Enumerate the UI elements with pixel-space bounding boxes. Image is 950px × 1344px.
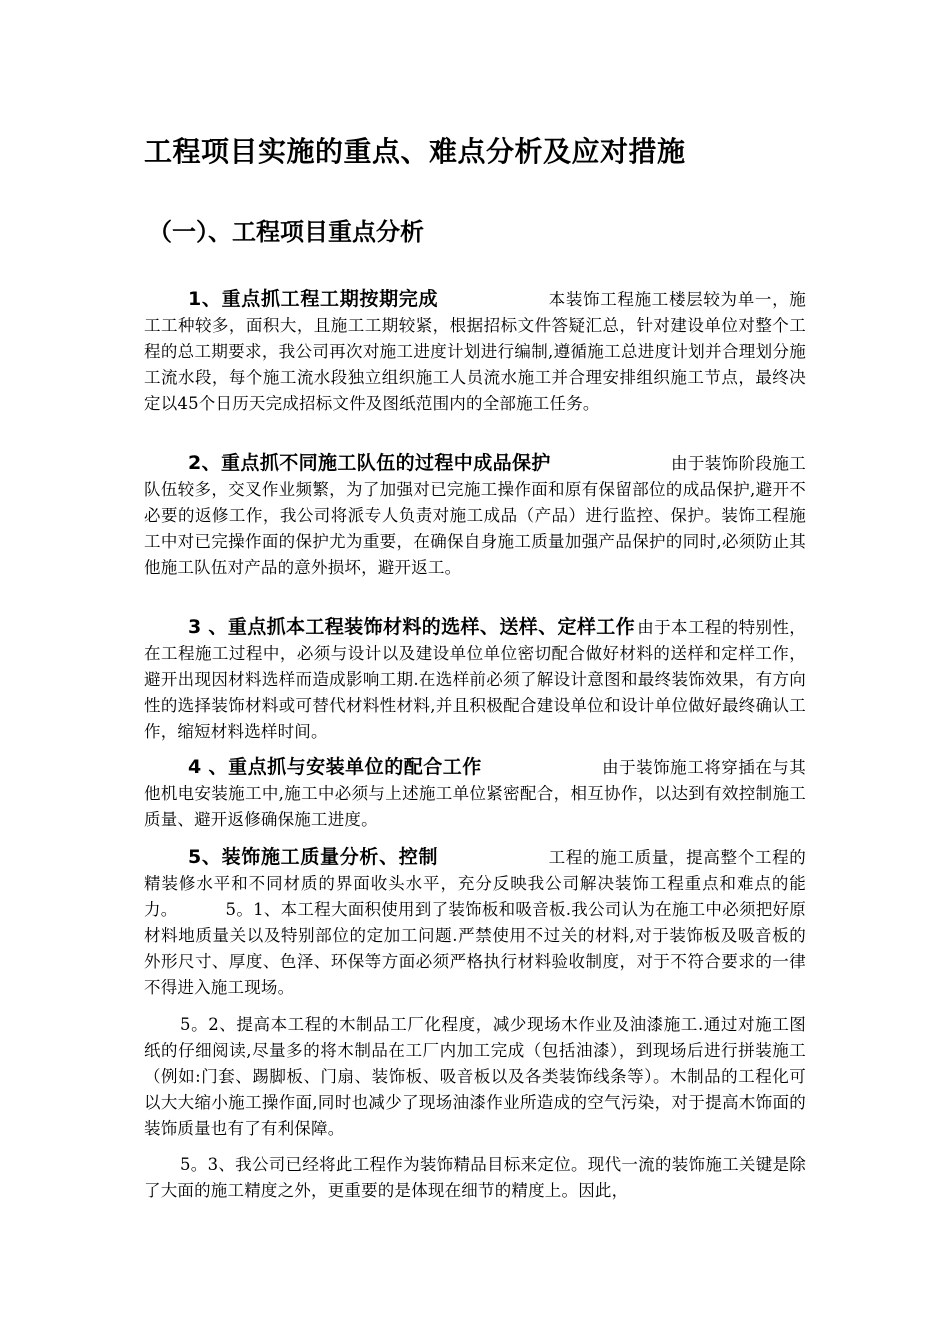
paragraph-5-2-body: 5。2、提高本工程的木制品工厂化程度，减少现场木作业及油漆施工.通过对施工图纸的仔细阅读,尽量多的将木制品在工厂内加工完成（包括油漆），到现场后进行拼装施工（例如:门套、踢脚板、门扇、装饰板、吸音板以及各类装饰线条等）。木制品的工程化可以大大缩小施工操作面,同时也减少了现场油漆作业所造成的空气污染，对于提高木饰面的装饰质量也有了有利保障。	[144, 1015, 806, 1138]
paragraph-5-3-body: 5。3、我公司已经将此工程作为装饰精品目标来定位。现代一流的装饰施工关键是除了大面的施工精度之外，更重要的是体现在细节的精度上。因此，	[144, 1155, 806, 1200]
paragraph-1-heading: 1、重点抓工程工期按期完成	[188, 288, 439, 310]
paragraph-2	[144, 450, 806, 581]
paragraph-5-body: 工程的施工质量，提高整个工程的精装修水平和不同材质的界面收头水平，充分反映我公司解决装饰工程重点和难点的能力。	[144, 848, 806, 919]
paragraph-1-body: 本装饰工程施工楼层较为单一，施工工种较多，面积大，且施工工期较紧，根据招标文件答疑汇总，针对建设单位对整个工程的总工期要求，我公司再次对施工进度计划进行编制,遵循施工总进度计划并合理划分施工流水段，每个施工流水段独立组织施工人员流水施工并合理安排组织施工节点，最终决定以45个日历天完成招标文件及图纸范围内的全部施工任务。	[144, 290, 806, 413]
paragraph-5-2	[144, 1012, 806, 1142]
paragraph-5	[144, 844, 806, 1001]
paragraph-4-body: 由于装饰施工将穿插在与其他机电安装施工中,施工中必须与上述施工单位紧密配合，相互协作，以达到有效控制施工质量、避开返修确保施工进度。	[144, 758, 806, 829]
section-heading: （一）、工程项目重点分析	[148, 218, 424, 246]
paragraph-5-3	[144, 1152, 806, 1204]
paragraph-3-body: 由于本工程的特别性，在工程施工过程中，必须与设计以及建设单位单位密切配合做好材料的送样和定样工作，避开出现因材料选样而造成影响工期.在选样前必须了解设计意图和最终装饰效果，有方向性的选择装饰材料或可替代材料性材料,并且积极配合建设单位和设计单位做好最终确认工作，缩短材料选样时间。	[144, 618, 807, 741]
paragraph-1	[144, 286, 806, 417]
paragraph-3-heading: 3 、重点抓本工程装饰材料的选样、送样、定样工作	[188, 616, 636, 638]
paragraph-2-body: 由于装饰阶段施工队伍较多，交叉作业频繁，为了加强对已完施工操作面和原有保留部位的成品保护,避开不必要的返修工作，我公司将派专人负责对施工成品（产品）进行监控、保护。装饰工程施工中对已完操作面的保护尤为重要，在确保自身施工质量加强产品保护的同时,必须防止其他施工队伍对产品的意外损坏，避开返工。	[144, 454, 806, 577]
paragraph-3	[144, 614, 806, 745]
paragraph-4-heading: 4 、重点抓与安装单位的配合工作	[188, 756, 482, 778]
document-title: 工程项目实施的重点、难点分析及应对措施	[144, 135, 686, 168]
paragraph-2-heading: 2、重点抓不同施工队伍的过程中成品保护	[188, 452, 551, 474]
paragraph-5-sub-1: 5。1、本工程大面积使用到了装饰板和吸音板.我公司认为在施工中必须把好原材料地质量关以及特别部位的定加工问题.严禁使用不过关的材料,对于装饰板及吸音板的外形尺寸、厚度、色泽、环保等方面必须严格执行材料验收制度，对于不符合要求的一律不得进入施工现场。	[144, 900, 806, 997]
paragraph-4	[144, 754, 806, 833]
paragraph-5-heading: 5、装饰施工质量分析、控制	[188, 846, 439, 868]
